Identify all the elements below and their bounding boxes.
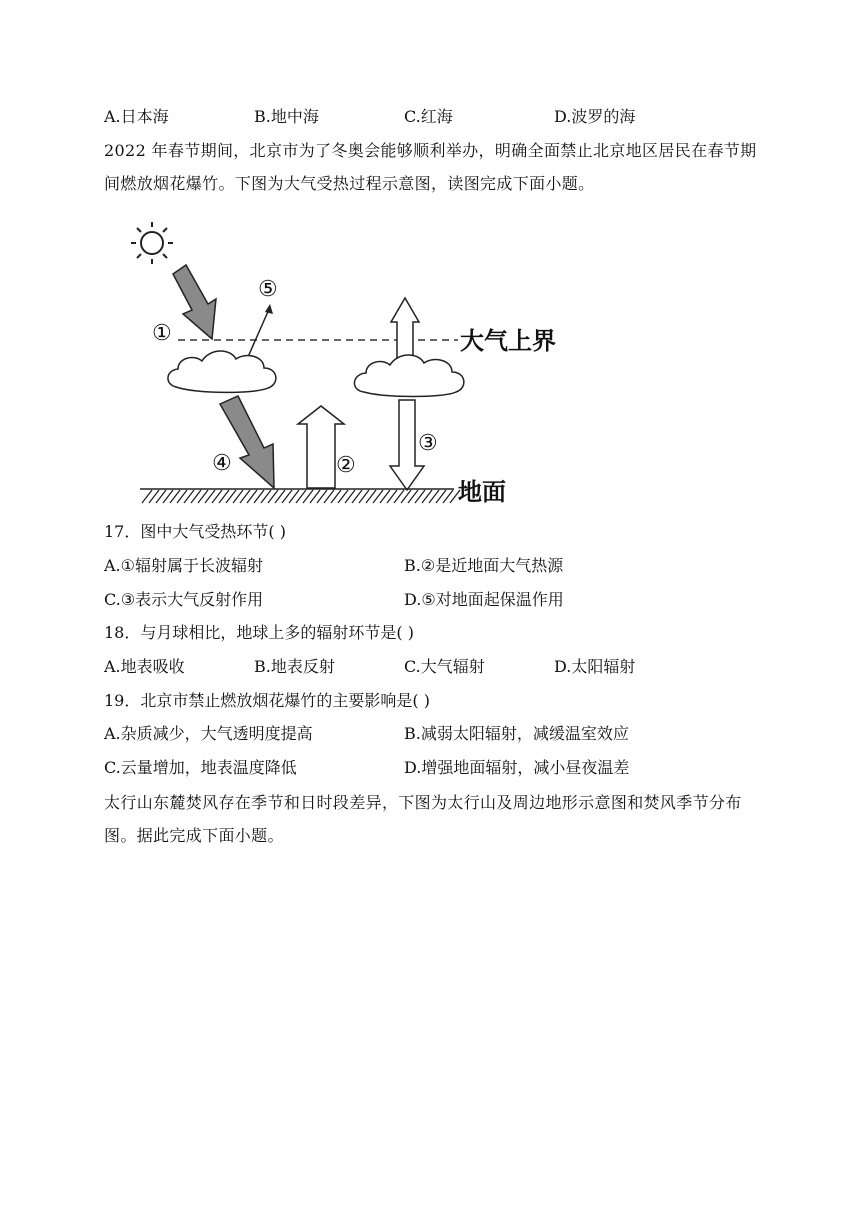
marker-3: ③ xyxy=(418,431,438,456)
question-19-stem: 19．北京市禁止燃放烟花爆竹的主要影响是( ) xyxy=(104,691,430,710)
atmosphere-top-label: 大气上界 xyxy=(460,327,556,355)
q18-option-b: B.地表反射 xyxy=(254,657,335,676)
cloud-right xyxy=(354,355,463,397)
q17-option-c: C.③表示大气反射作用 xyxy=(104,590,264,609)
q18-option-a: A.地表吸收 xyxy=(104,657,185,676)
atmosphere-heating-diagram xyxy=(128,212,588,512)
q18-option-d: D.太阳辐射 xyxy=(554,657,636,676)
option-d: D.波罗的海 xyxy=(554,107,636,126)
option-c: C.红海 xyxy=(404,107,453,126)
q19-option-a: A.杂质减少，大气透明度提高 xyxy=(104,724,313,743)
q19-option-d: D.增强地面辐射，减小昼夜温差 xyxy=(404,758,630,777)
q17-option-b: B.②是近地面大气热源 xyxy=(404,556,564,575)
cloud-left xyxy=(168,351,276,392)
q19-option-b: B.减弱太阳辐射，减缓温室效应 xyxy=(404,724,629,743)
ground-label: 地面 xyxy=(458,478,506,506)
q17-option-d: D.⑤对地面起保温作用 xyxy=(404,590,564,609)
sun-icon xyxy=(131,222,173,264)
arrow-5-head xyxy=(265,304,273,314)
arrow-solar-incoming xyxy=(173,265,216,339)
q18-option-c: C.大气辐射 xyxy=(404,657,485,676)
marker-5: ⑤ xyxy=(258,277,278,302)
question-18-stem: 18．与月球相比，地球上多的辐射环节是( ) xyxy=(104,623,414,642)
option-a: A.日本海 xyxy=(104,107,169,126)
marker-1: ① xyxy=(152,321,172,346)
question-17-stem: 17．图中大气受热环节( ) xyxy=(104,522,286,541)
intro-paragraph-foehn: 太行山东麓焚风存在季节和日时段差异，下图为太行山及周边地形示意图和焚风季节分布图。据此完成下面小题。 xyxy=(104,793,742,845)
marker-4: ④ xyxy=(212,451,232,476)
q19-option-c: C.云量增加，地表温度降低 xyxy=(104,758,297,777)
marker-2: ② xyxy=(336,453,356,478)
option-b: B.地中海 xyxy=(254,107,319,126)
intro-paragraph-heating: 2022 年春节期间，北京市为了冬奥会能够顺利举办，明确全面禁止北京地区居民在春节期间燃放烟花爆竹。下图为大气受热过程示意图，读图完成下面小题。 xyxy=(104,141,757,193)
q17-option-a: A.①辐射属于长波辐射 xyxy=(104,556,263,575)
